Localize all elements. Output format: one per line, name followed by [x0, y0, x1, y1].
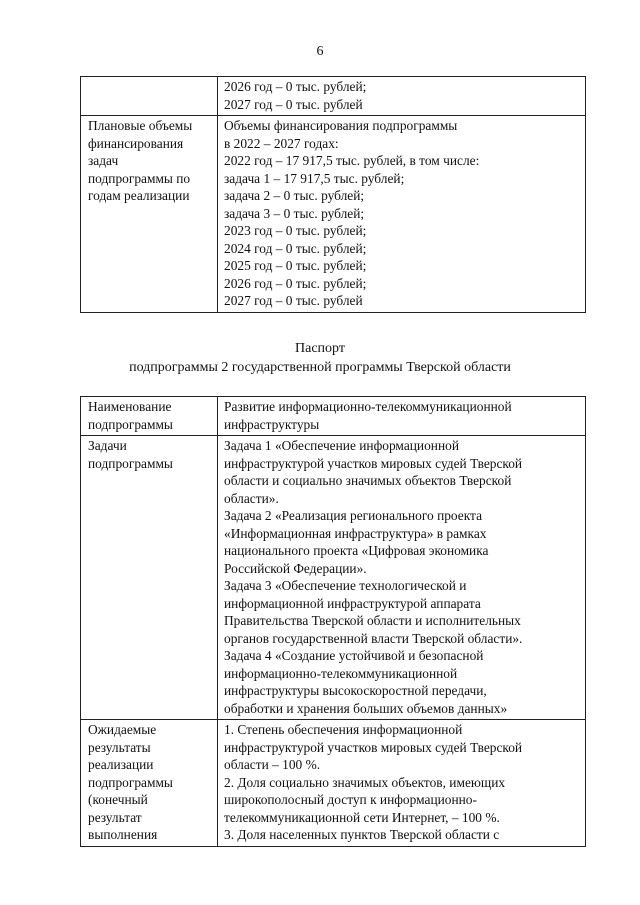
text-line: 3. Доля населенных пунктов Тверской области с: [224, 827, 500, 842]
text-line: телекоммуникационной сети Интернет, – 100 %.: [224, 809, 500, 825]
text-line: выполнения: [88, 827, 158, 842]
text-line: Задача 1 «Обеспечение информационной: [224, 438, 459, 453]
text-line: 2026 год – 0 тыс. рублей;: [224, 79, 367, 94]
text-line: широкополосный доступ к информационно-: [224, 792, 477, 807]
text-line: 2023 год – 0 тыс. рублей;: [224, 223, 367, 238]
text-line: Объемы финансирования подпрограммы: [224, 118, 458, 133]
text-line: 2. Доля социально значимых объектов, имеющих: [224, 774, 506, 790]
text-line: годам реализации: [88, 188, 190, 203]
table-cell-value: [218, 116, 586, 313]
table-row: [81, 436, 586, 720]
text-line: 2026 год – 0 тыс. рублей;: [224, 275, 367, 291]
table-cell-value: [218, 397, 586, 436]
text-line: подпрограммы: [88, 416, 173, 432]
text-line: органов государственной власти Тверской области».: [224, 630, 523, 646]
passport-table: [80, 396, 586, 847]
text-line: подпрограммы: [88, 455, 173, 471]
text-line: задача 2 – 0 тыс. рублей;: [224, 188, 365, 203]
text-line: (конечный: [88, 792, 148, 807]
text-line: Плановые объемы: [88, 118, 193, 133]
text-line: Ожидаемые: [88, 722, 157, 737]
text-line: информационно-телекоммуникационной: [224, 665, 458, 681]
text-line: финансирования: [88, 135, 184, 151]
text-line: Задача 4 «Создание устойчивой и безопасной: [224, 648, 484, 663]
table-row: [81, 720, 586, 847]
text-line: 2022 год – 17 917,5 тыс. рублей, в том числе:: [224, 153, 480, 168]
text-line: области и социально значимых объектов Тверской: [224, 473, 512, 488]
text-line: Развитие информационно-телекоммуникационной: [224, 399, 512, 414]
text-line: инфраструктурой участков мировых судей Тверской: [224, 739, 523, 755]
table-cell-label: [81, 720, 218, 847]
text-line: задач: [88, 153, 119, 168]
text-line: обработки и хранения больших объемов данных»: [224, 700, 508, 716]
text-line: Задача 2 «Реализация регионального проекта: [224, 508, 483, 523]
text-line: задача 1 – 17 917,5 тыс. рублей;: [224, 170, 405, 186]
text-line: информационной инфраструктурой аппарата: [224, 595, 481, 611]
text-line: инфраструктуры: [224, 416, 320, 432]
text-line: национального проекта «Цифровая экономика: [224, 543, 489, 558]
table-cell-value: [218, 720, 586, 847]
text-line: в 2022 – 2027 годах:: [224, 135, 339, 151]
passport-subtitle: подпрограммы 2 государственной программы Тверской области: [129, 360, 511, 375]
text-line: области».: [224, 490, 279, 506]
page-number: 6: [316, 44, 324, 59]
text-line: результат: [88, 809, 142, 825]
table-cell-label: [81, 116, 218, 313]
table-cell-value: [218, 77, 586, 116]
text-line: инфраструктуры высокоскоростной передачи,: [224, 683, 487, 698]
table-cell-label: [81, 397, 218, 436]
text-line: Задача 3 «Обеспечение технологической и: [224, 578, 467, 593]
text-line: Задачи: [88, 438, 127, 453]
text-line: области – 100 %.: [224, 757, 321, 772]
text-line: результаты: [88, 739, 151, 755]
passport-title: Паспорт: [295, 341, 345, 356]
table-row: [81, 397, 586, 436]
text-line: Наименование: [88, 399, 172, 414]
text-line: 1. Степень обеспечения информационной: [224, 722, 463, 737]
financing-table: [80, 76, 586, 313]
text-line: инфраструктурой участков мировых судей Тверской: [224, 455, 523, 471]
table-row: [81, 116, 586, 313]
text-line: 2025 год – 0 тыс. рублей;: [224, 258, 367, 273]
table-row: [81, 77, 586, 116]
text-line: подпрограммы по: [88, 170, 191, 186]
text-line: 2027 год – 0 тыс. рублей: [224, 293, 363, 308]
text-line: «Информационная инфраструктура» в рамках: [224, 525, 487, 541]
text-line: задача 3 – 0 тыс. рублей;: [224, 205, 365, 221]
text-line: 2027 год – 0 тыс. рублей: [224, 96, 363, 112]
text-line: Российской Федерации».: [224, 560, 367, 576]
text-line: 2024 год – 0 тыс. рублей;: [224, 240, 367, 256]
text-line: подпрограммы: [88, 774, 173, 790]
table-cell-value: [218, 436, 586, 720]
text-line: реализации: [88, 757, 154, 772]
text-line: Правительства Тверской области и исполнительных: [224, 613, 521, 628]
table-cell-label: [81, 436, 218, 720]
table-cell-empty: [81, 77, 218, 116]
